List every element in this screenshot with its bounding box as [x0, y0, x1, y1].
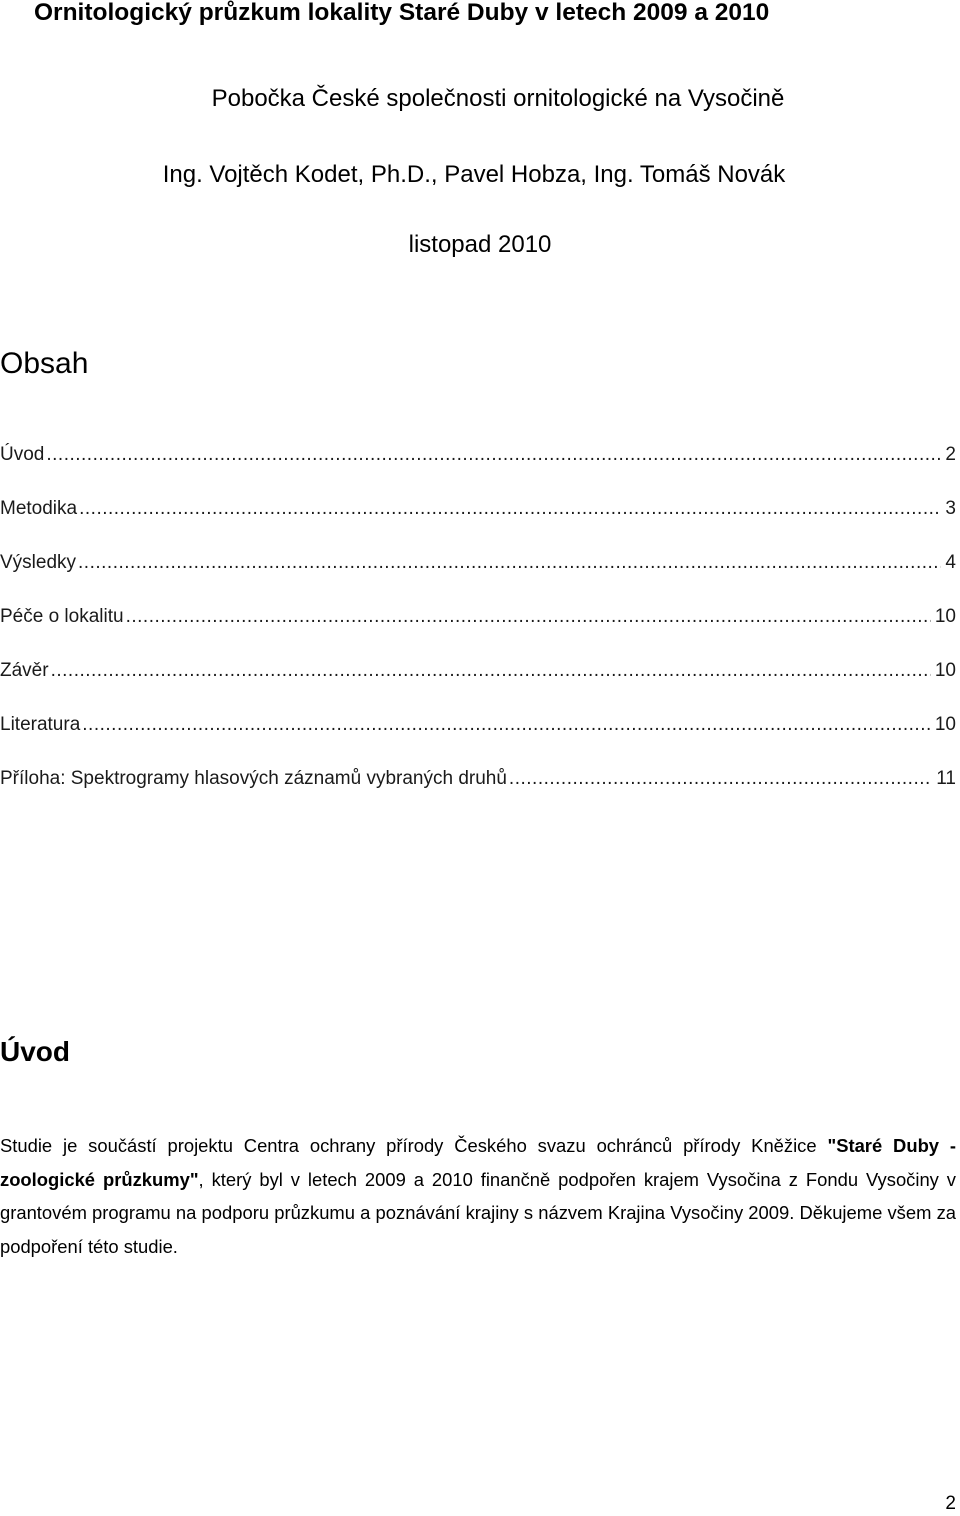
toc-dot-leader	[509, 765, 932, 793]
toc-entry-label: Péče o lokalitu	[0, 606, 124, 627]
toc-entry-uvod[interactable]	[0, 441, 956, 495]
project-name: "Staré Duby - zoologické průzkumy"	[0, 1135, 957, 1190]
toc-entry-vysledky[interactable]	[0, 549, 956, 603]
toc-entry-page: 10	[934, 714, 956, 735]
toc-dot-leader	[126, 603, 931, 631]
table-of-contents	[0, 441, 956, 819]
document-title: Ornitologický průzkum lokality Staré Duby v letech 2009 a 2010	[34, 0, 770, 26]
toc-entry-page: 2	[945, 444, 956, 465]
section-heading-uvod: Úvod	[0, 1036, 70, 1067]
toc-entry-page: 4	[945, 552, 956, 573]
toc-entry-pece-o-lokalitu[interactable]	[0, 603, 956, 657]
intro-paragraph	[0, 1129, 956, 1263]
toc-entry-literatura[interactable]	[0, 711, 956, 765]
toc-dot-leader	[46, 441, 941, 469]
intro-text-end: , který byl v letech 2009 a 2010 finančně podpořen krajem Vysočina z Fondu Vysočiny v grantovém programu na podporu průzkumu a poznávání krajiny s názvem Krajina Vysočiny 2009. Děkujeme všem za podpoření této studie.	[0, 1168, 956, 1257]
toc-entry-page: 10	[934, 660, 956, 681]
toc-entry-label: Metodika	[0, 498, 78, 519]
toc-heading: Obsah	[0, 347, 89, 380]
intro-text-start: Studie je součástí projektu Centra ochrany přírody Českého svazu ochránců přírody Kněžice	[0, 1135, 828, 1156]
organization-name: Pobočka České společnosti ornitologické na Vysočině	[211, 85, 785, 112]
authors-line: Ing. Vojtěch Kodet, Ph.D., Pavel Hobza, Ing. Tomáš Novák	[162, 161, 786, 188]
toc-entry-label: Výsledky	[0, 552, 77, 573]
toc-entry-metodika[interactable]	[0, 495, 956, 549]
toc-dot-leader	[51, 657, 931, 685]
toc-entry-page: 3	[945, 498, 956, 519]
page-number: 2	[945, 1493, 956, 1514]
toc-dot-leader	[79, 495, 941, 523]
toc-entry-label: Příloha: Spektrogramy hlasových záznamů vybraných druhů	[0, 768, 507, 789]
toc-entry-label: Závěr	[0, 660, 49, 681]
toc-entry-zaver[interactable]	[0, 657, 956, 711]
toc-entry-label: Literatura	[0, 714, 81, 735]
toc-dot-leader	[82, 711, 931, 739]
toc-entry-page: 10	[934, 606, 956, 627]
toc-entry-label: Úvod	[0, 444, 45, 465]
toc-entry-priloha[interactable]	[0, 765, 956, 819]
publication-date: listopad 2010	[408, 231, 552, 258]
toc-dot-leader	[78, 549, 941, 577]
toc-entry-page: 11	[936, 768, 956, 789]
